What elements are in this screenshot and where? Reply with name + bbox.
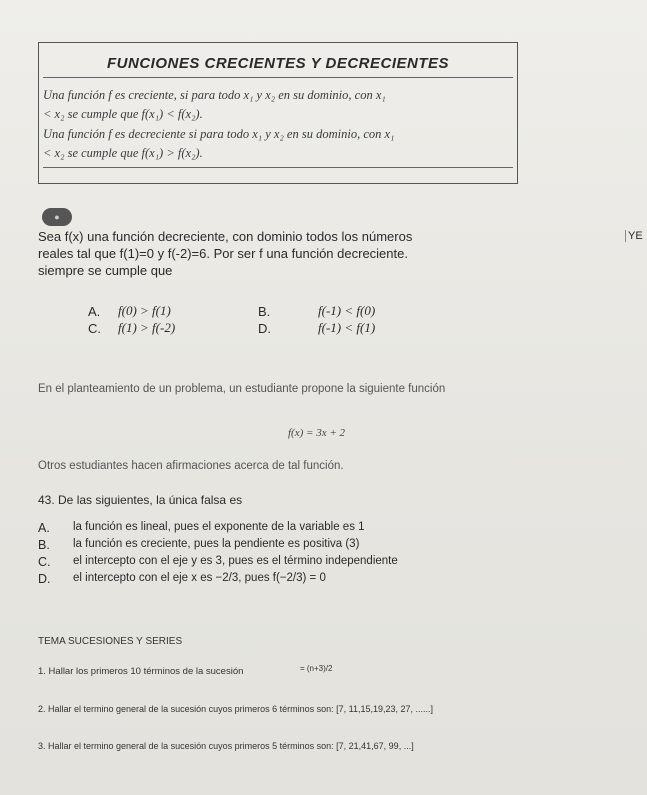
definition-decreasing-line2: < x₂ se cumple que f(x₁) > f(x₂). — [43, 146, 203, 160]
problem-line1: Sea f(x) una función decreciente, con dominio todos los números — [38, 229, 413, 244]
series-item3: 3. Hallar el termino general de la sucesión cuyos primeros 5 términos son: [7, 21,41,67, 99, ...] — [38, 741, 414, 751]
option-b-letter: B. — [258, 304, 271, 319]
q43-option-a-text: la función es lineal, pues el exponente de la variable es 1 — [73, 521, 365, 533]
q43-option-d-letter: D. — [38, 572, 51, 586]
q43-option-b-letter: B. — [38, 538, 50, 552]
definition-increasing-line1: Una función f es creciente, si para todo x₁ y x₂ en su dominio, con x₁ — [43, 88, 386, 102]
title-divider — [43, 77, 513, 78]
definition-title: FUNCIONES CRECIENTES Y DECRECIENTES — [107, 55, 449, 72]
option-c-expression: f(1) > f(-2) — [118, 320, 176, 335]
option-c-letter: C. — [88, 321, 101, 336]
problem-line3: siempre se cumple que — [38, 263, 173, 278]
series-heading: TEMA SUCESIONES Y SERIES — [38, 636, 183, 647]
q43-option-c-letter: C. — [38, 555, 51, 569]
option-a-letter: A. — [88, 304, 101, 319]
q43-option-d-text: el intercepto con el eje x es −2/3, pues f(−2/3) = 0 — [73, 572, 326, 584]
option-a-expression: f(0) > f(1) — [118, 303, 171, 318]
q43-option-a-letter: A. — [38, 521, 50, 535]
bottom-divider — [43, 167, 513, 168]
context-others: Otros estudiantes hacen afirmaciones acerca de tal función. — [38, 460, 344, 472]
option-d-letter: D. — [258, 321, 271, 336]
option-d-expression: f(-1) < f(1) — [318, 320, 376, 335]
q43-option-c-text: el intercepto con el eje y es 3, pues es el término independiente — [73, 555, 398, 567]
q43-option-b-text: la función es creciente, pues la pendiente es positiva (3) — [73, 538, 360, 550]
side-label: YE — [625, 230, 643, 242]
problem-line2: reales tal que f(1)=0 y f(-2)=6. Por ser f una función decreciente. — [38, 246, 408, 261]
definition-box — [38, 42, 518, 184]
context-intro: En el planteamiento de un problema, un estudiante propone la siguiente función — [38, 383, 446, 395]
series-item2: 2. Hallar el termino general de la sucesión cuyos primeros 6 términos son: [7, 11,15,19,23, 27, ......] — [38, 704, 434, 714]
question-marker-icon: ● — [42, 208, 72, 226]
question43-stem: 43. De las siguientes, la única falsa es — [38, 493, 243, 507]
definition-increasing-line2: < x₂ se cumple que f(x₁) < f(x₂). — [43, 107, 203, 121]
context-formula: f(x) = 3x + 2 — [288, 427, 345, 439]
definition-decreasing-line1: Una función f es decreciente si para todo x₁ y x₂ en su dominio, con x₁ — [43, 127, 395, 141]
series-item1-formula: = (n+3)/2 — [300, 664, 333, 673]
option-b-expression: f(-1) < f(0) — [318, 303, 376, 318]
series-item1: 1. Hallar los primeros 10 términos de la sucesión — [38, 666, 244, 677]
